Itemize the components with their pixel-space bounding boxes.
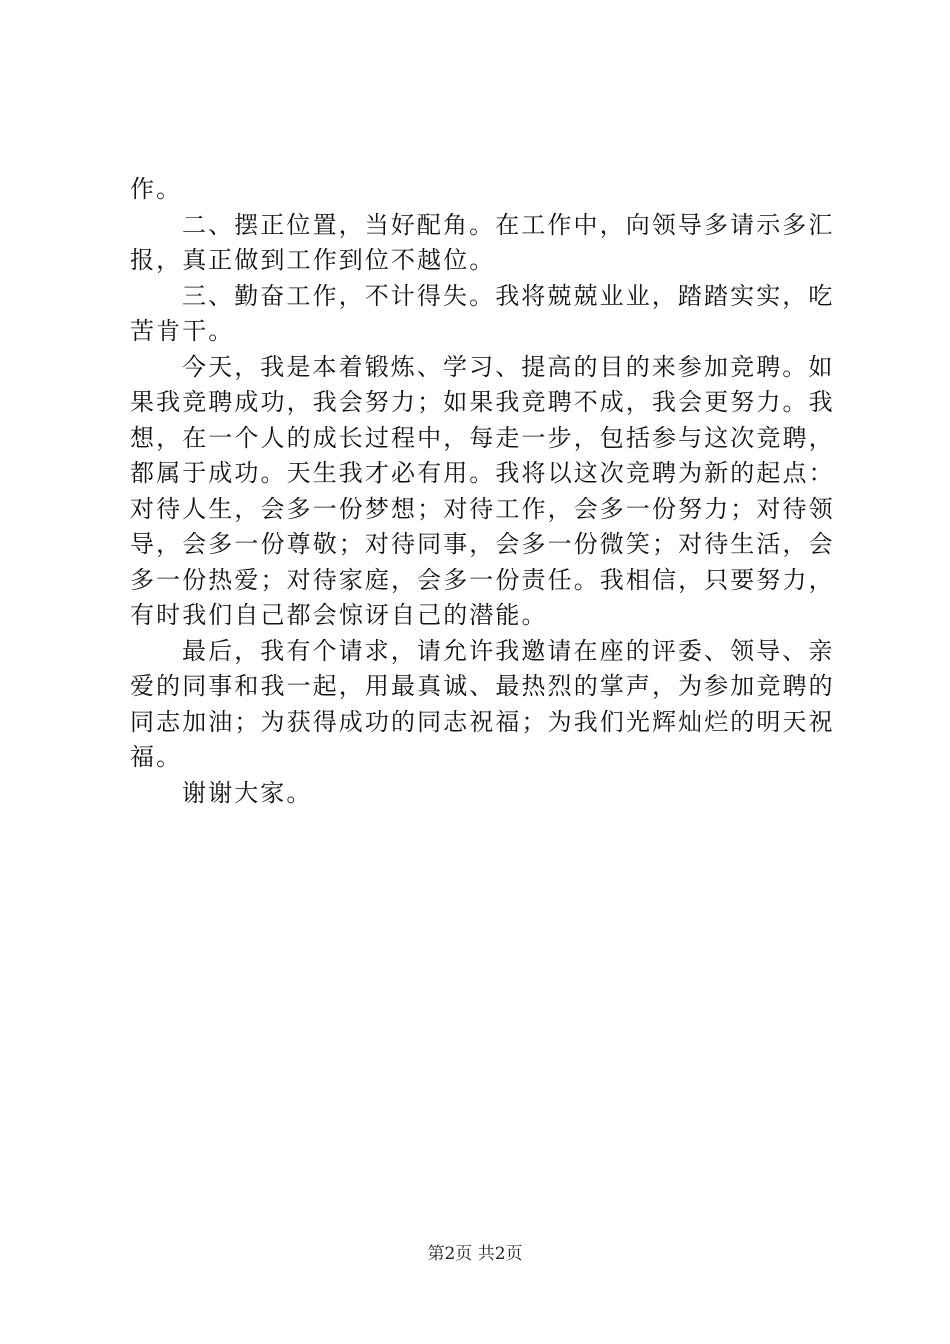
text-line: 报，真正做到工作到位不越位。 — [130, 246, 496, 274]
text-line: 二、摆正位置，当好配角。在工作中，向领导多请示多汇 — [182, 210, 835, 239]
text-line: 最后，我有个请求，请允许我邀请在座的评委、领导、亲 — [182, 636, 835, 665]
text-line: 今天，我是本着锻炼、学习、提高的目的来参加竞聘。如 — [182, 352, 835, 381]
text-line: 同志加油；为获得成功的同志祝福；为我们光辉灿烂的明天祝 — [130, 707, 835, 736]
text-line: 多一份热爱；对待家庭，会多一份责任。我相信，只要努力， — [130, 565, 835, 594]
text-line: 对待人生，会多一份梦想；对待工作，会多一份努力；对待领 — [130, 494, 835, 523]
text-line: 三、勤奋工作，不计得失。我将兢兢业业，踏踏实实，吃 — [182, 281, 835, 310]
text-line: 都属于成功。天生我才必有用。我将以这次竞聘为新的起点： — [130, 459, 835, 487]
text-line: 有时我们自己都会惊讶自己的潜能。 — [130, 601, 548, 629]
text-line: 谢谢大家。 — [182, 778, 313, 807]
text-line: 果我竞聘成功，我会努力；如果我竞聘不成，我会更努力。我 — [130, 388, 835, 416]
text-line: 福。 — [130, 743, 183, 771]
text-line: 苦肯干。 — [130, 317, 235, 345]
text-line: 想，在一个人的成长过程中，每走一步，包括参与这次竞聘， — [130, 423, 835, 452]
text-line: 导，会多一份尊敬；对待同事，会多一份微笑；对待生活，会 — [130, 530, 835, 558]
text-line: 爱的同事和我一起，用最真诚、最热烈的掌声，为参加竞聘的 — [130, 672, 835, 700]
document-body — [130, 172, 835, 811]
page-footer: 第2页 共2页 — [427, 1244, 523, 1264]
text-line: 作。 — [130, 175, 183, 203]
